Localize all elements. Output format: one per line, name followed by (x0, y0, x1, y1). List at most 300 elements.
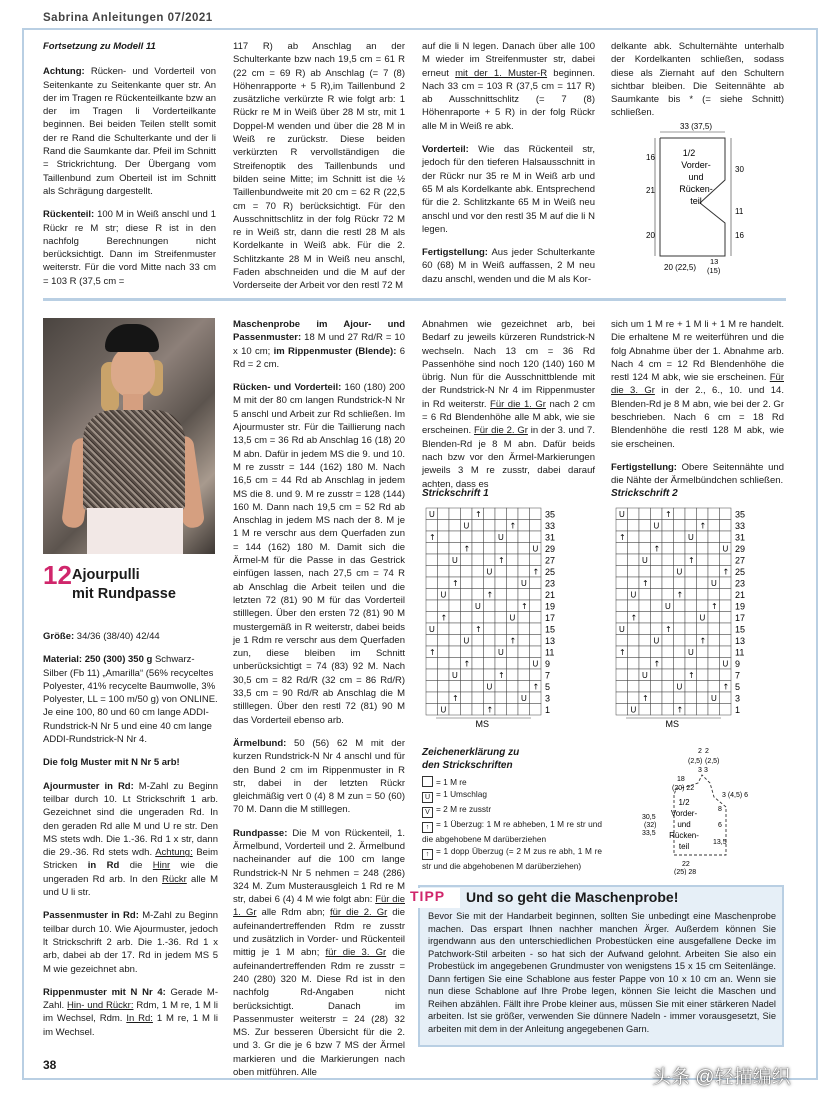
rueckenteil-paragraph: Rückenteil: 100 M in Weiß anschl und 1 Rückr re M str; diese R ist in den nachfolg Berechnungen nicht berücksichtigt. Dann im Streifenmuster weiterstr. Für die vord Mitte nach 33 cm = 103 R (37,5 cm = (43, 209, 216, 287)
chart-cell (662, 543, 674, 555)
schematic-label: Vorder- (681, 160, 711, 170)
chart-cell (616, 669, 628, 681)
chart-row-label: 31 (735, 532, 746, 543)
decrease-mark: ↑ (521, 602, 528, 611)
chart-cell (697, 704, 709, 716)
chart-cell (616, 704, 628, 716)
chart-cell (628, 681, 640, 693)
chart-cell (461, 704, 473, 716)
chart-cell (472, 520, 484, 532)
schematic-bottom-1: 20 (22,5) (664, 263, 697, 272)
chart-cell (685, 635, 697, 647)
chart-cell (530, 635, 542, 647)
chart-cell (628, 635, 640, 647)
chart-cell (530, 692, 542, 704)
decrease-mark: ↑ (475, 510, 482, 519)
chart-cell (685, 508, 697, 520)
chart-cell (685, 658, 697, 670)
chart-cell (674, 692, 686, 704)
chart-cell (449, 635, 461, 647)
chart-cell (708, 681, 720, 693)
chart-cell (438, 658, 450, 670)
decrease-mark: ↑ (440, 613, 448, 623)
chart-cell (484, 692, 496, 704)
chart-cell (484, 600, 496, 612)
rundpasse-paragraph: Rundpasse: Die M von Rückenteil, 1. Ärmelbund, Vorderteil und 2. Ärmelbund nacheinander auf die 100 cm lange Rundstrick-N Nr 5 nehmen = 248 (286) 324 M. Zum Musterausgleich 1 Rd re M str, dabei 6 (4) 4 M wie folgt abn: Für die 1. Gr alle Rdm abn; für die 2. Gr die aufeinandertreffenden Rdm re zusstr und zusätzlich in Vorder- und Rückenteil mittig je 1 M abn; für die 3. Gr die aufeinandertreffenden Rdm re zusstr = 240 (280) 320 M. Diese Rd ist in den nachfolg Rd-Angaben nicht berücksichtigt. Danach im Passenmuster weiterstr = 24 (28) 32 MS. Zur besseren Übersicht für die 2. und 3. Gr die je 6 bzw 7 MS der Ärmel markieren und die Markierungen nach oben mitführen. Alle (233, 827, 405, 1079)
chart-row-label: 11 (735, 647, 745, 658)
material-paragraph: Material: 250 (300) 350 g Schwarz-Silber (Fb 11) „Amarilla“ (56% recyceltes Polyester, 41% recycelte Baumwolle, 3% Polyester, LL = 100 m/50 g) von ONLINE. Je eine 100, 80 und 60 cm lange ADDI-Rundstrick-N Nr 5 und eine 40 cm lange ADDI-Rundstrick-N Nr 4. (43, 654, 218, 746)
decrease-mark: ↑ (665, 625, 672, 634)
chart-cell (461, 566, 473, 578)
fertig-paragraph: Fertigstellung: Obere Seitennähte und die Nähte der Ärmelbündchen schließen. (611, 461, 784, 487)
chart-cell (507, 566, 519, 578)
chart-cell (685, 681, 697, 693)
chart-cell (484, 646, 496, 658)
chart-cell (484, 635, 496, 647)
chart-cell (472, 577, 484, 589)
decrease-mark: ↑ (619, 533, 626, 542)
schematic2-dim: 22 (682, 861, 690, 868)
chart-cell (518, 554, 530, 566)
passenmuster-paragraph: Passenmuster in Rd: M-Zahl zu Beginn teilbar durch 10. Wie Ajourmuster, jedoch lt Strickschrift 2 arb. Die 1.-36. Rd 1 x arb, dabei ab der 17. Rd in jedem MS 5 M wie gezeichnet abn. (43, 910, 219, 975)
chart-cell (426, 704, 438, 716)
chart-cell (438, 577, 450, 589)
chart-cell (438, 669, 450, 681)
chart-cell (461, 669, 473, 681)
chart-cell (662, 577, 674, 589)
pattern-schematic-2 (636, 745, 766, 875)
schematic2-dim: 8 (718, 806, 722, 813)
chart-row-label: 1 (545, 705, 551, 715)
chart-cell (495, 600, 507, 612)
chart-cell (720, 589, 732, 601)
yarn-over-mark: U (676, 567, 683, 577)
chart-cell (449, 600, 461, 612)
yarn-over-mark: U (486, 567, 493, 577)
chart-cell (438, 543, 450, 555)
chart-cell (449, 543, 461, 555)
chart-cell (472, 658, 484, 670)
chart-cell (628, 692, 640, 704)
chart-cell (674, 554, 686, 566)
chart-cell (708, 646, 720, 658)
chart-cell (639, 623, 651, 635)
schematic2-dim: 13,5 (713, 839, 727, 846)
chart-row-label: 11 (545, 647, 555, 658)
chart-cell (449, 520, 461, 532)
chart-cell (518, 635, 530, 647)
schematic2-label: teil (678, 842, 690, 851)
chart-row-label: 19 (735, 601, 746, 612)
decrease-mark: ↑ (532, 567, 540, 577)
chart-cell (438, 554, 450, 566)
yarn-over-mark: U (722, 544, 729, 554)
chart-cell (461, 589, 473, 601)
chart-row-label: 13 (735, 636, 746, 646)
chart-cell (472, 681, 484, 693)
top-col-2 (233, 40, 405, 303)
yarn-over-mark: U (711, 579, 717, 588)
decrease-mark: ↑ (498, 556, 505, 565)
chart-cell (720, 692, 732, 704)
chart-cell (438, 531, 450, 543)
aermelbund-paragraph: Ärmelbund: 50 (56) 62 M mit der kurzen Rundstrick-N Nr 4 anschl und für den Bund 2 cm im Rippenmuster in R str, dabei in der letzten Rückr gleichmäßig vert 0 (4) 8 M zun = 50 (60) 70 M. Dann die M stilllegen. (233, 737, 405, 816)
chart-cell (651, 704, 663, 716)
legend-item: V = 2 M re zusstr (422, 803, 602, 818)
decrease-mark: ↑ (498, 671, 505, 680)
schematic-label: und (688, 172, 704, 182)
chart-cell (426, 543, 438, 555)
chart-cell (484, 520, 496, 532)
chart-cell (507, 554, 519, 566)
chart-cell (639, 658, 651, 670)
decrease-mark: ↑ (676, 705, 684, 715)
chart-cell (426, 669, 438, 681)
continuation-label: Fortsetzung zu Modell 11 (43, 41, 156, 52)
yarn-over-mark: U (688, 533, 694, 542)
chart-cell (507, 681, 519, 693)
chart-cell (662, 520, 674, 532)
chart-cell (628, 543, 640, 555)
blende-paragraph: sich um 1 M re + 1 M li + 1 M re handelt. Die erhaltene M re weiterführen und die folg Abnahme über der 1. Abnahme arb. Nach 4 cm = 12 Rd Blendenhöhe die restl 124 M abk, wie sie erscheinen. Für die 3. Gr in der 2., 6., 10. und 14. Blenden-Rd je 8 M abn, wie bei der 2. Gr beschrieben. Nach 6 cm = 18 Rd Blendenhöhe die restl 128 M abk, wie sie erscheinen. (611, 319, 784, 450)
chart-cell (662, 589, 674, 601)
chart-cell (518, 669, 530, 681)
chart-cell (697, 681, 709, 693)
chart-cell (708, 531, 720, 543)
yarn-over-mark: U (676, 682, 683, 692)
chart-cell (438, 646, 450, 658)
chart-cell (472, 543, 484, 555)
chart-cell (530, 623, 542, 635)
chart-row-label: 33 (545, 521, 556, 531)
pattern-schematic-1 (630, 118, 760, 278)
chart-cell (662, 681, 674, 693)
chart-cell (438, 600, 450, 612)
chart-row-label: 5 (545, 682, 551, 692)
chart-cell (651, 566, 663, 578)
chart-cell (495, 623, 507, 635)
chart-cell (472, 612, 484, 624)
chart-cell (628, 554, 640, 566)
chart-cell (449, 531, 461, 543)
legend-title-2: den Strickschriften (422, 760, 513, 771)
model-title: Ajourpulli mit Rundpasse (72, 567, 176, 602)
decrease-mark: ↑ (711, 602, 718, 611)
chart-cell (449, 681, 461, 693)
chart-cell (639, 543, 651, 555)
chart-cell (438, 635, 450, 647)
yarn-over-mark: U (509, 613, 516, 623)
chart-cell (616, 658, 628, 670)
chart-cell (720, 508, 732, 520)
chart-cell (639, 600, 651, 612)
chart-cell (708, 612, 720, 624)
chart-cell (651, 646, 663, 658)
chart-cell (708, 508, 720, 520)
chart-cell (639, 531, 651, 543)
chart-cell (426, 566, 438, 578)
yarn-over-mark: U (440, 590, 447, 600)
chart-cell (685, 577, 697, 589)
chart-cell (674, 635, 686, 647)
decrease-mark: ↑ (509, 636, 517, 646)
chart-cell (651, 600, 663, 612)
chart-cell (720, 612, 732, 624)
chart-cell (720, 554, 732, 566)
knitting-chart-1 (424, 506, 574, 734)
schematic-label: 1/2 (682, 148, 696, 158)
chart-cell (628, 520, 640, 532)
schematic-left-2: 21 (646, 186, 655, 195)
tip-badge: TIPP (410, 888, 460, 908)
chart-cell (518, 704, 530, 716)
chart-cell (426, 692, 438, 704)
chart-cell (616, 554, 628, 566)
top-col-3 (422, 40, 595, 296)
chart-cell (495, 566, 507, 578)
chart-cell (651, 623, 663, 635)
schematic-left-3: 20 (646, 231, 655, 240)
chart-cell (708, 658, 720, 670)
watermark: 头条 @轻描编织 (652, 1067, 791, 1088)
chart-cell (616, 566, 628, 578)
schematic2-label: Rücken- (669, 831, 699, 840)
chart-row-label: 25 (735, 567, 746, 577)
schematic2-label: Vorder- (670, 809, 698, 818)
chart-cell (674, 577, 686, 589)
yarn-over-mark: U (711, 694, 717, 703)
continuation-paragraph: auf die li N legen. Danach über alle 100 M wieder im Streifenmuster str, dabei erneut mit der 1. Muster-R beginnen. Nach 33 cm = 103 R (37,5 cm = 117 R) ab Ausschnittschlitz (= 7 (8) Höhenraporte + 5 R) in der folg Rückr alle M in Weiß re abk. (422, 41, 596, 132)
chart-cell (697, 508, 709, 520)
yarn-over-mark: U (665, 602, 671, 611)
schematic2-dim: 18 (677, 776, 685, 783)
chart-cell (426, 554, 438, 566)
chart-cell (518, 508, 530, 520)
chart-cell (530, 646, 542, 658)
chart-cell (708, 543, 720, 555)
chart-cell (674, 531, 686, 543)
legend-item: = 1 M re (422, 776, 602, 788)
yarn-over-mark: U (688, 648, 694, 657)
schematic-bottom-2: 13 (710, 257, 719, 266)
chart-cell (685, 543, 697, 555)
chart-cell (708, 704, 720, 716)
chart-cell (461, 646, 473, 658)
top-col-4 (611, 40, 784, 130)
chart-cell (674, 600, 686, 612)
chart-cell (628, 646, 640, 658)
chart-cell (426, 600, 438, 612)
decrease-mark: ↑ (452, 579, 459, 588)
chart-cell (674, 612, 686, 624)
decrease-mark: ↑ (429, 533, 436, 542)
chart-cell (662, 658, 674, 670)
schematic2-dim: 2 (705, 748, 709, 755)
schematic2-label: und (677, 820, 691, 829)
chart-cell (461, 600, 473, 612)
chart-cell (685, 589, 697, 601)
ruecken-vorderteil-paragraph: Rücken- und Vorderteil: 160 (180) 200 M mit der 80 cm langen Rundstrick-N Nr 5 anschl und Arbeit zur Rd schließen. Im Ajourmuster str. Für die Taillierung nach 13,5 cm = 36 Rd ab Anschlag 16 (18) 20 M abn. Dafür in jedem MS die 9. und 10. M re zusstr = 144 (162) 180 M. Nach 16,5 cm = 44 Rd ab Anschlag in jedem MS die 8. und 9. M re zusstr = 128 (144) 160 M. Dann nach 19,5 cm = 52 Rd ab Anschlag in jedem MS nach der 8. M je 1 M re verschr aus dem Querfaden zun = 144 (162) 180 M. Damit sich die Ärmel-M für die Passe in das Gestrick einfügen lassen, nach 27,5 cm = 74 R ab Anschlag die Arbeit teilen und die letzten 72 (81) 90 M für das Vorderteil stilllegen. Über den ersten 72 (81) 90 M mustergemäß in R weiterstr, dabei beids je 1 Rdm re verschr aus dem Querfaden zun, diese bleiben im Schnitt unberücksichtigt = 74 (83) 92 M. Nach 30,5 cm = 82 Rd/R (32 cm = 86 Rd/R) 33,5 cm = 90 Rd/R ab Anschlag die M stilllegen. Über den restl 72 (81) 90 M das Vorderteil ebenso arb. (233, 382, 405, 726)
decrease-mark: ↑ (653, 659, 661, 669)
chart-cell (518, 543, 530, 555)
top-col-2-text: 117 R) ab Anschlag an der Schulterkante bzw nach 19,5 cm = 61 R (22 cm = 69 R) ab Anschlag (= 7 (8) Höhenrapporte + 5 R),im Taillenbund 2 zusätzliche verkürzte R wie folgt arb: 1 Rückr re M in Weiß über 28 M str, mit 1 Doppel-M wenden und über die 28 M in Weiß re zurückstr. Diese beiden verkürzten R vervollständigen die Streifenoptik des Taillenbunds und bilden seine Mitte; im Schnitt ist die ½ Taillenbundweite mit 20 cm = 62 R (22,5 cm = 70 R) berücksichtigt. Für den Ausschnittschlitz in der folg Rückr 72 M re in Weiß str, dann die restl 28 M als Kordelkante in Weiß abk. Für die 2. Schlitzkante 28 M in Weiß neu anschl, Faden abschneiden und die M auf der Vorderseite der Arbeit vor den restl 72 M (233, 41, 405, 292)
chart-cell (697, 646, 709, 658)
chart-cell (651, 669, 663, 681)
yarn-over-mark: U (653, 636, 660, 646)
yarn-over-mark: U (722, 659, 729, 669)
chart-cell (685, 623, 697, 635)
chart-cell (628, 577, 640, 589)
decrease-mark: ↑ (642, 694, 649, 703)
schematic-left-1: 16 (646, 153, 655, 162)
chart-cell (674, 658, 686, 670)
decrease-mark: ↑ (532, 682, 540, 692)
top-col-1 (43, 40, 216, 298)
decrease-mark: ↑ (642, 579, 649, 588)
schematic-right-2: 11 (735, 207, 744, 216)
decrease-mark: ↑ (475, 625, 482, 634)
chart-cell (507, 531, 519, 543)
chart-cell (639, 646, 651, 658)
chart-cell (697, 543, 709, 555)
chart-cell (472, 635, 484, 647)
schematic2-dim: 6 (718, 822, 722, 829)
chart-cell (449, 658, 461, 670)
chart-cell (438, 508, 450, 520)
chart-row-label: 17 (735, 613, 746, 623)
chart-cell (662, 531, 674, 543)
chart-cell (651, 681, 663, 693)
chart-cell (651, 577, 663, 589)
chart-cell (461, 692, 473, 704)
yarn-over-mark: U (653, 521, 660, 531)
chart-cell (495, 658, 507, 670)
decrease-mark: ↑ (463, 544, 471, 554)
decrease-mark: ↑ (722, 567, 730, 577)
bottom-col-3 (422, 318, 595, 501)
chart-cell (628, 623, 640, 635)
chart-row-label: 35 (735, 509, 746, 520)
chart-cell (697, 658, 709, 670)
chart-row-label: 13 (545, 636, 556, 646)
chart-cell (639, 508, 651, 520)
chart-cell (495, 704, 507, 716)
chart-cell (628, 669, 640, 681)
schematic2-dim: (32) (644, 822, 657, 829)
chart-cell (662, 646, 674, 658)
chart-cell (449, 704, 461, 716)
page-number: 38 (43, 1058, 57, 1072)
decrease-mark: ↑ (630, 613, 638, 623)
chart-row-label: 29 (545, 544, 556, 554)
chart-cell (616, 589, 628, 601)
chart-cell (720, 646, 732, 658)
model-details (43, 630, 218, 1049)
chart-cell (685, 520, 697, 532)
chart-row-label: 23 (545, 578, 556, 589)
chart-cell (518, 566, 530, 578)
chart-cell (461, 554, 473, 566)
chart-cell (507, 623, 519, 635)
chart-cell (438, 520, 450, 532)
chart-cell (628, 531, 640, 543)
chart-row-label: 23 (735, 578, 746, 589)
yarn-over-mark: U (642, 671, 648, 680)
schematic-right-1: 30 (735, 165, 744, 174)
chart-cell (461, 681, 473, 693)
chart-row-label: 33 (735, 521, 746, 531)
double-decrease-symbol-icon: ↑ (422, 849, 433, 860)
chart-cell (616, 612, 628, 624)
chart-cell (720, 704, 732, 716)
chart-cell (426, 612, 438, 624)
chart-cell (507, 543, 519, 555)
decrease-mark: ↑ (463, 659, 471, 669)
chart-row-label: 7 (545, 670, 551, 681)
knit-symbol-icon (422, 776, 433, 787)
chart-cell (720, 577, 732, 589)
chart-cell (484, 554, 496, 566)
chart-cell (484, 543, 496, 555)
schematic2-dim: 30,5 (642, 814, 656, 821)
chart-cell (697, 577, 709, 589)
decrease-mark: ↑ (452, 694, 459, 703)
chart-cell (662, 704, 674, 716)
chart-cell (449, 623, 461, 635)
chart-row-label: 9 (735, 659, 741, 669)
chart-cell (484, 577, 496, 589)
knitting-chart-2 (614, 506, 764, 734)
chart-cell (426, 681, 438, 693)
chart-row-label: 19 (545, 601, 556, 612)
ajourmuster-paragraph: Ajourmuster in Rd: M-Zahl zu Beginn teilbar durch 10. Lt Strickschrift 1 arb. Gezeichnet sind die ungeraden Rd. In den geraden Rd alle M und U re str. Den MS stets wdh. Die 1.-36. Rd 1 x str, dann die 29.-36. Rd stets wdh. Achtung: Beim Stricken in Rd die Hinr wie die ungeraden Rd arb. In den Rückr alle M und U li str. (43, 780, 219, 899)
chart-cell (530, 531, 542, 543)
chart-cell (674, 520, 686, 532)
schematic2-dim: (2,5) (688, 758, 703, 765)
schematic-right-3: 16 (735, 231, 744, 240)
chart-row-label: 29 (735, 544, 746, 554)
chart-cell (484, 669, 496, 681)
chart-cell (507, 704, 519, 716)
chart-cell (507, 577, 519, 589)
decrease-mark: ↑ (699, 521, 707, 531)
chart-cell (518, 658, 530, 670)
chart-cell (518, 520, 530, 532)
chart-cell (651, 554, 663, 566)
schematic-label: teil (690, 196, 702, 206)
chart-cell (697, 669, 709, 681)
chart-cell (472, 692, 484, 704)
yarn-over-mark: U (619, 625, 625, 634)
chart-cell (720, 635, 732, 647)
chart-cell (449, 566, 461, 578)
yarn-over-mark: U (486, 682, 493, 692)
chart-1-title: Strickschrift 1 (422, 488, 489, 499)
chart-row-label: 21 (735, 590, 746, 600)
chart-cell (461, 612, 473, 624)
chart-cell (639, 589, 651, 601)
chart-row-label: 17 (545, 613, 556, 623)
chart-cell (697, 531, 709, 543)
needle-note: Die folg Muster mit N Nr 5 arb! (43, 757, 180, 769)
chart-cell (426, 577, 438, 589)
chart-cell (697, 589, 709, 601)
yarn-over-mark: U (463, 636, 470, 646)
chart-cell (495, 589, 507, 601)
chart-cell (530, 612, 542, 624)
bottom-col-4 (611, 318, 784, 498)
chart-cell (518, 612, 530, 624)
